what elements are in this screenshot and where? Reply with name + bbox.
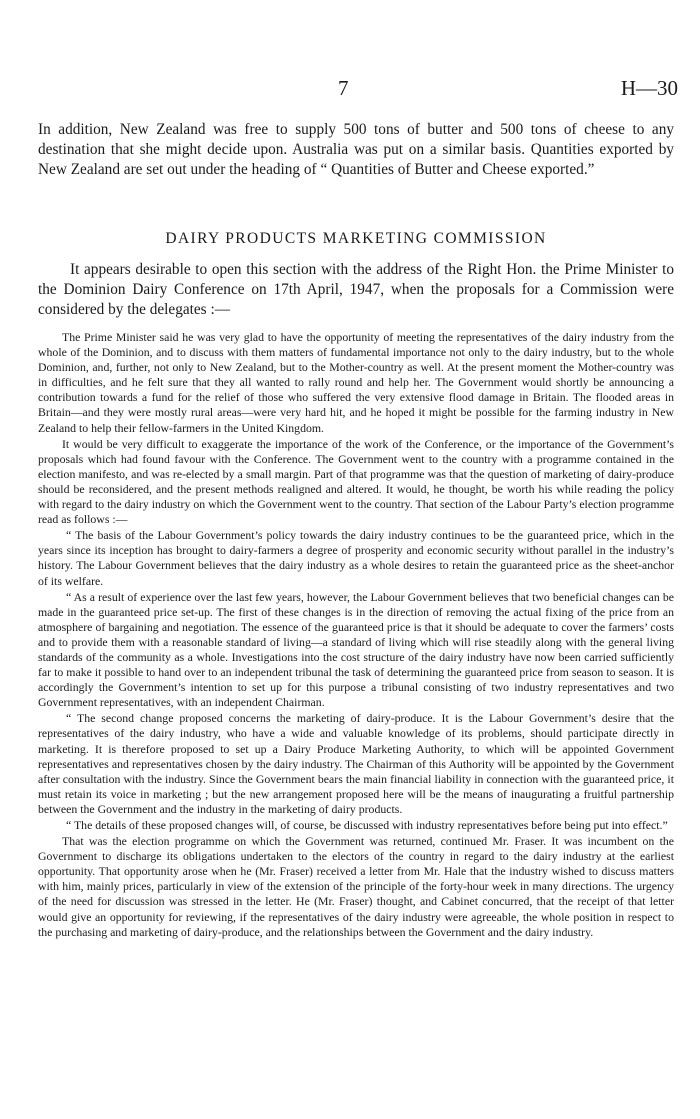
body-paragraph-1: The Prime Minister said he was very glad to have the opportunity of meeting the representatives of the dairy industry from the whole of the Dominion, and to discuss with them matters of fundamental importance not only to the dairy industry, but to the whole Dominion, and, further, not only to New Zealand, but to the Mother-country as well. At the present moment the Mother-country was in difficulties, and he felt sure that they all wanted to rally round and help her. The Government would shortly be announcing a contribution towards a fund for the relief of those who suffered the very extensive flood damage in Britain. The flooded areas in Britain—and they were mostly rural areas—were very hard hit, and he hoped it might be possible for the farming industry in New Zealand to help their fellow-farmers in the United Kingdom. [38,330,674,435]
body-paragraph-2: It would be very difficult to exaggerate the importance of the work of the Conference, or the importance of the Government’s proposals which had found favour with the Conference. The Government went to the country with a programme contained in the election manifesto, and was re-elected by a small margin. Part of that programme was that the question of marketing of dairy-produce should be reconsidered, and the present methods realigned and altered. It would, he thought, be worth his while reading the policy with regard to the dairy industry on which the Government went to the country. That section of the Labour Party’s election programme read as follows :— [38,436,674,527]
body-paragraph-3: That was the election programme on which the Government was returned, continued Mr. Fraser. It was incumbent on the Government to discharge its obligations undertaken to the electors of the country in regard to the dairy industry at the earliest opportunity. That opportunity arose when he (Mr. Fraser) received a letter from Mr. Hale that the industry wished to discuss matters with him, mainly prices, particularly in view of the extension of the principle of the forty-hour week in many directions. The urgency of the need for discussion was stressed in the letter. He (Mr. Fraser) thought, and Cabinet concurred, that the receipt of that letter would give an opportunity for reviewing, if the representatives of the dairy industry were agreeable, the whole position in respect to the purchasing and marketing of dairy-produce, and the relationships between the Government and the dairy industry. [38,834,674,939]
page-content [38,120,674,940]
quote-paragraph-2: “ As a result of experience over the last few years, however, the Labour Government believes that two beneficial changes can be made in the guaranteed price set-up. The first of these changes is in the direction of removing the actual fixing of the price from an atmosphere of bargaining and negotiation. The essence of the guaranteed price is that it should be adequate to cover the farmers’ costs and to provide them with a reasonable standard of living—a standard of living which will rise steadily along with the general living standards of the community as a whole. Investigations into the cost structure of the dairy industry have now been carried sufficiently far to make it possible to hand over to an independent tribunal the task of determining the guaranteed price from season to season. It is accordingly the Government’s intention to set up for this purpose a tribunal consisting of two industry representatives and two Government representatives, with an independent Chairman. [38,589,674,710]
page-number: 7 [338,76,349,100]
section-body [38,330,674,940]
quote-paragraph-4: “ The details of these proposed changes will, of course, be discussed with industry representatives before being put into effect.” [66,818,668,832]
document-code: H—30 [620,76,678,100]
lead-paragraph: It appears desirable to open this section with the address of the Right Hon. the Prime Minister to the Dominion Dairy Conference on 17th April, 1947, when the proposals for a Commission were considered by the delegates :— [38,261,674,318]
page-header [0,76,700,100]
quote-paragraph-3: “ The second change proposed concerns the marketing of dairy-produce. It is the Labour Government’s desire that the representatives of the dairy industry, who have a wide and valuable knowledge of its problems, should participate directly in marketing. It is therefore proposed to set up a Dairy Produce Marketing Authority, to which will be appointed Government representatives and representatives chosen by the dairy industry. The Chairman of this Authority will be appointed by the Government after consultation with the industry. Since the Government bears the main financial liability in connection with the guaranteed price, it must retain its voice in marketing ; but the new arrangement proposed here will be the means of inaugurating a fruitful partnership between the Government and the industry in the marketing of dairy products. [38,711,674,816]
intro-paragraph: In addition, New Zealand was free to supply 500 tons of butter and 500 tons of cheese to any destination that she might decide upon. Australia was put on a similar basis. Quantities exported by New Zealand are set out under the heading of “ Quantities of Butter and Cheese exported.” [38,121,674,178]
quote-paragraph-1: “ The basis of the Labour Government’s policy towards the dairy industry continues to be the guaranteed price, which in the years since its inception has brought to dairy-farmers a degree of prosperity and economic security without parallel in the industry’s history. The Labour Government believes that the dairy industry as a whole desires to retain the guaranteed price as the sheet-anchor of its welfare. [38,528,674,588]
section-title: DAIRY PRODUCTS MARKETING COMMISSION [165,230,547,247]
